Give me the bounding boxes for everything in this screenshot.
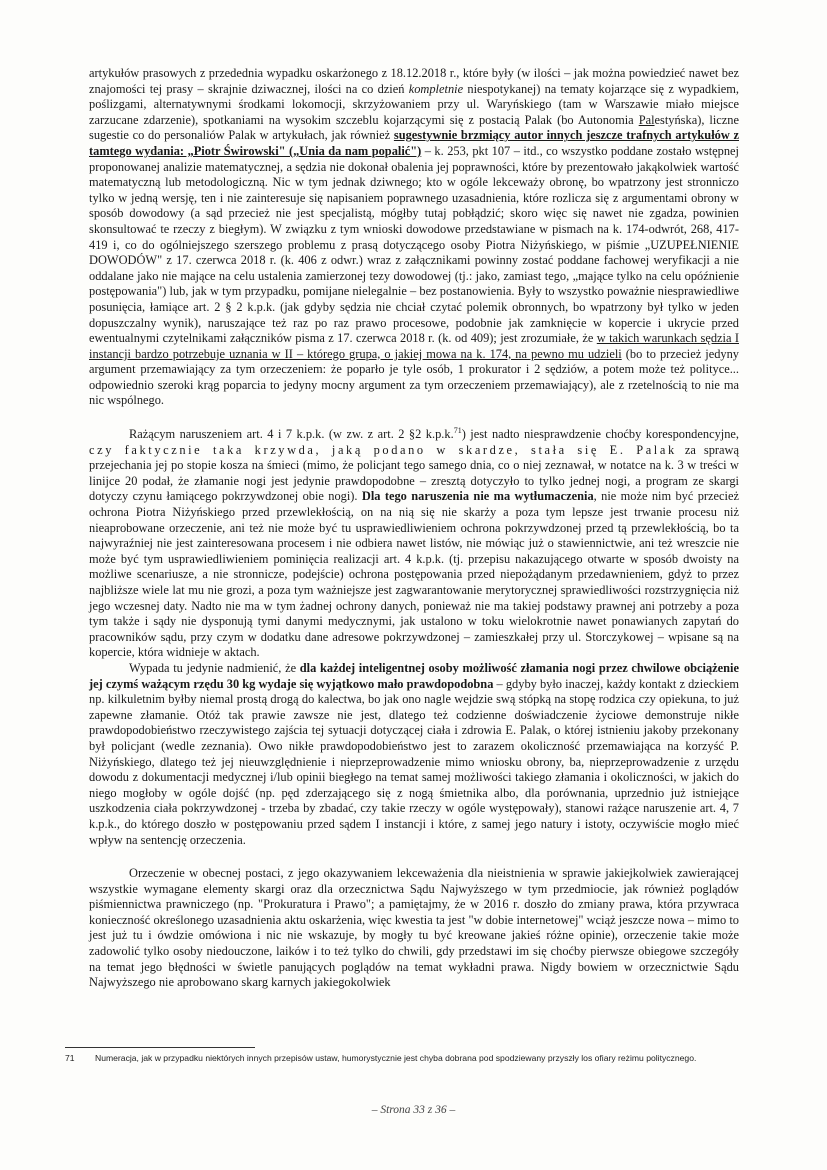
italic-text: kompletnie: [408, 81, 464, 96]
text-run: niespotykanej) na tematy kojarzące się z wypadkiem, poślizgami, alternatywnymi środkami lokomocji, skrzyżowaniem przy ul. Waryńskiego (tam w Warszawie miało miejsce zarzucane zdarzenie), spotkaniami na wysokim szczeblu kojarzącymi się z postacią Palak (bo Autonomia: [89, 81, 740, 127]
paragraph-3: [89, 661, 739, 848]
paragraph-4: [89, 866, 739, 991]
page-number: – Strona 33 z 36 –: [371, 1104, 456, 1116]
text-run: Wypada tu jedynie nadmienić, że: [129, 660, 300, 675]
text-run: estyńska), liczne sugestie co do personaliów Palak w artykułach, jak również: [89, 112, 739, 143]
body-text: [89, 66, 739, 991]
footnote-separator: [65, 1047, 255, 1048]
text-run: Orzeczenie w obecnej postaci, z jego okazywaniem lekceważenia dla nieistnienia w sprawie jakiejkolwiek zawierającej wszystkie wymagane elementy skargi oraz dla orzecznictwa Sądu Najwyższego w tym przedmiocie, jak również poglądów piśmiennictwa prawniczego (np. "Prokuratura i Prawo"; a pamiętajmy, że w 2016 r. doszło do zmiany prawa, która przywraca konieczność określonego uzasadnienia aktu oskarżenia, więc kwestia ta jest "w dobie internetowej" wciąż jeszcze nowa – mimo to jest już tu i ówdzie omówiona i nic nie wskazuje, by mogły tu być kreowane jakieś różne opinie), orzeczenie takie może zadowolić tylko osoby niedouczone, laików i to też tylko do chwili, gdy przedstawi im się choćby pierwsze obiegowe szczegóły na temat jego błędności w świetle panujących poglądów na temat wykładni prawa. Nigdy bowiem w orzecznictwie Sądu Najwyższego nie aprobowano skarg karnych jakiegokolwiek: [89, 866, 739, 990]
text-run: Rażącym naruszeniem art. 4 i 7 k.p.k. (w zw. z art. 2 §2 k.p.k.: [129, 427, 454, 442]
footnote-number: 71: [65, 1053, 75, 1063]
text-run: (bo to przecież jedyny argument przemawiający za tym orzeczeniem: że poparło je tyle osób, 1 prokurator i 2 sędziów, a potem może też polityce... odpowiednio szeroki krąg poparcia to jedyny mocny argument za tym orzeczeniem przemawiający), ale z rzetelnością to nie ma nic wspólnego.: [89, 346, 739, 408]
underlined-text: w takich warunkach sędzia I instancji bardzo potrzebuje uznania w II – którego grupa, o jakiej mowa na k. 174, na pewno mu udzieli: [89, 331, 739, 361]
bold-text: Dla tego naruszenia nie ma wytłumaczenia: [361, 489, 594, 504]
paragraph-2: [89, 427, 739, 661]
footnote-reference[interactable]: 71: [453, 425, 462, 435]
bold-text: dla każdej inteligentnej osoby możliwość złamania nogi przez chwilowe obciążenie jej czymś ważącym rzędu 30 kg wydaje się wyjątkowo mało prawdopodobna: [89, 660, 739, 691]
text-run: – k. 253, pkt 107 – itd., co wszystko poddane zostało wstępnej proponowanej analizie matematycznej, a sędzia nie dokonał obalenia jej poprawności, które by prezentowało jakąkolwiek wartość matematyczną lub metodologiczną. Nic w tym jednak dziwnego; kto w ogóle lekceważy obronę, bo wpatrzony jest stronniczo tylko w jedną wersję, ten i nie zainteresuje się napisaniem poprawnego uzasadnienia, które rozlicza się z argumentami obrony w sposób dowodowy (a sąd przecież nie jest specjalistą, mógłby tutaj pobłądzić; skoro więc się nawet nie zgadza, powinien skonsultować te rzeczy z biegłym). W związku z tym wnioski dowodowe przedstawiane w pismach na k. 174-odwrót, 268, 417-419 i, co do ogólniejszego szerszego problemu z prasą dotyczącego osoby Piotra Niżyńskiego, w piśmie „UZUPEŁNIENIE DOWODÓW" z 17. czerwca 2018 r. (k. 406 z odwr.) wraz z załącznikami powinny zostać poddane fachowej weryfikacji a nie oddalane jako nie mające na celu ustalenia zamierzonej tezy dowodowej (tj.: jako, zamiast tego, „mające tylko na celu opóźnienie postępowania") lub, jak w tym przypadku, pomijane nielegalnie – bez postanowienia. Były to wszystko poważnie niesprawiedliwe posunięcia, łamiące art. 2 § 2 k.p.k. (jak gdyby sędzia nie chciał czytać polemik obronnych, bo wpatrzony był tylko w jeden dopuszczalny wynik), naruszające też raz po raz prawo procesowe, podobnie jak zamknięcie w kopercie i ukrycie przed ewentualnymi czytelnikami załączników pisma z 17. czerwca 2018 r. (k. od 409); jest zrozumiałe, że: [89, 143, 739, 346]
text-run: za sprawą przejechania jej po stopie kosza na śmieci (mimo, że policjant tego samego dnia, co o niej zeznawał, w notatce na k. 3 w treści w linijce 20 podał, że złamanie nogi jest jedynie prawdopodobne – zresztą dotyczyło to tylko jednej nogi, a program ze skargi dotyczy czynu łamiącego pokrzywdzonej obie nogi).: [89, 442, 739, 504]
text-run: artykułów prasowych z przedednia wypadku oskarżonego z 18.12.2018 r., które były (w ilości – jak można powiedzieć nawet bez znajomości tej prasy – skrajnie dziwacznej, ilości na co dzień: [89, 66, 739, 96]
underlined-text: Pal: [638, 112, 655, 127]
text-run: – gdyby było inaczej, każdy kontakt z dzieckiem np. kilkuletnim byłby niemal prostą drogą do kalectwa, bo jak ono nagle wejdzie swą stópką na stopę rodzica czy opiekuna, to już zapewne złamanie. Otóż tak prawie zawsze nie jest, dlatego też codzienne doświadczenie życiowe demonstruje nikłe prawdopodobieństwo rzeczywistego zajścia tej sytuacji dotyczącej ciała i zdrowia E. Palak, o której istnieniu jakoby przekonany był policjant (wedle zeznania). Owo nikłe prawdopodobieństwo jest to zarazem okoliczność przemawiająca na korzyść P. Niżyńskiego, dlatego też jej nieuwzględnienie i nieprzeprowadzenie mimo wniosku obrony, ba, nieprzeprowadzenie z urzędu dowodu z dokumentacji medycznej i/lub opinii biegłego na temat samej możliwości takiego złamania i okoliczności, w jakich do niego mogłoby w ogóle dojść (np. pęd zderzającego się z nogą śmietnika albo, dla porównania, uprzednio już istniejące uszkodzenia ciała pokrzywdzonej - trzeba by zbadać, czy takie rzeczy w ogóle występowały), stanowi rażące naruszenie art. 4, 7 k.p.k., do którego doszło w postępowaniu przed sądem I instancji i które, z samej jego natury i istoty, oczywiście mogło mieć wpływ na sentencję orzeczenia.: [89, 676, 740, 847]
text-run: ) jest nadto niesprawdzenie choćby korespondencyjne,: [461, 427, 739, 442]
footnote: [65, 1053, 765, 1064]
bold-underlined-text: sugestywnie brzmiący autor innych jeszcze trafnych artykułów z tamtego wydania: „Piotr Świrowski" („Unia da nam popalić"): [89, 128, 739, 158]
spaced-text: czy faktycznie taka krzywda, jaką podano w skardze, stała się E. Palak: [89, 442, 677, 457]
text-run: , nie może nim być przecież ochrona Piotra Niżyńskiego przed przewlekłością, on na nią się nie skarży a poza tym lepsze jest trwanie procesu niż nieaprobowane orzeczenie, ani też nie może być tu usprawiedliwieniem ochrona pokrzywdzonej przed tą przewlekłością, bo ta najwyraźniej nie jest zainteresowana procesem i nie odbiera nawet listów, nie mówiąc już o stawiennictwie, ani też wreszcie nie może być tym usprawiedliwieniem pominięcia realizacji art. 4 k.p.k. (tj. przepisu nakazującego otwarte w sposób dwoisty na możliwe scenariusze, a nie stronnicze, podejście) ochrona postępowania przed niepożądanym przedawnieniem, gdyż to przez najbliższe wiele lat mu nie grozi, a poza tym ważniejsze jest zagwarantowanie merytorycznej sprawiedliwości rozstrzygnięcia niż jego wczesnej daty. Nadto nie ma w tym żadnej ochrony danych, ponieważ nie ma takiej podstawy prawnej ani potrzeby a poza tym także i sądy nie dysponują tymi danymi medycznymi, jak ustalono w toku wielokrotnie nawet ponawianych zapytań do pracowników sądu, przy czym w dodatku dane adresowe pokrzywdzonej – zamieszkałej przy ul. Storczykowej – wpisane są na kopercie, która widnieje w aktach.: [89, 489, 739, 660]
paragraph-1: [89, 66, 739, 409]
footnote-text: Numeracja, jak w przypadku niektórych innych przepisów ustaw, humorystycznie jest chyba dobrana pod spodziewany przyszły los ofiary reżimu politycznego.: [95, 1053, 697, 1063]
